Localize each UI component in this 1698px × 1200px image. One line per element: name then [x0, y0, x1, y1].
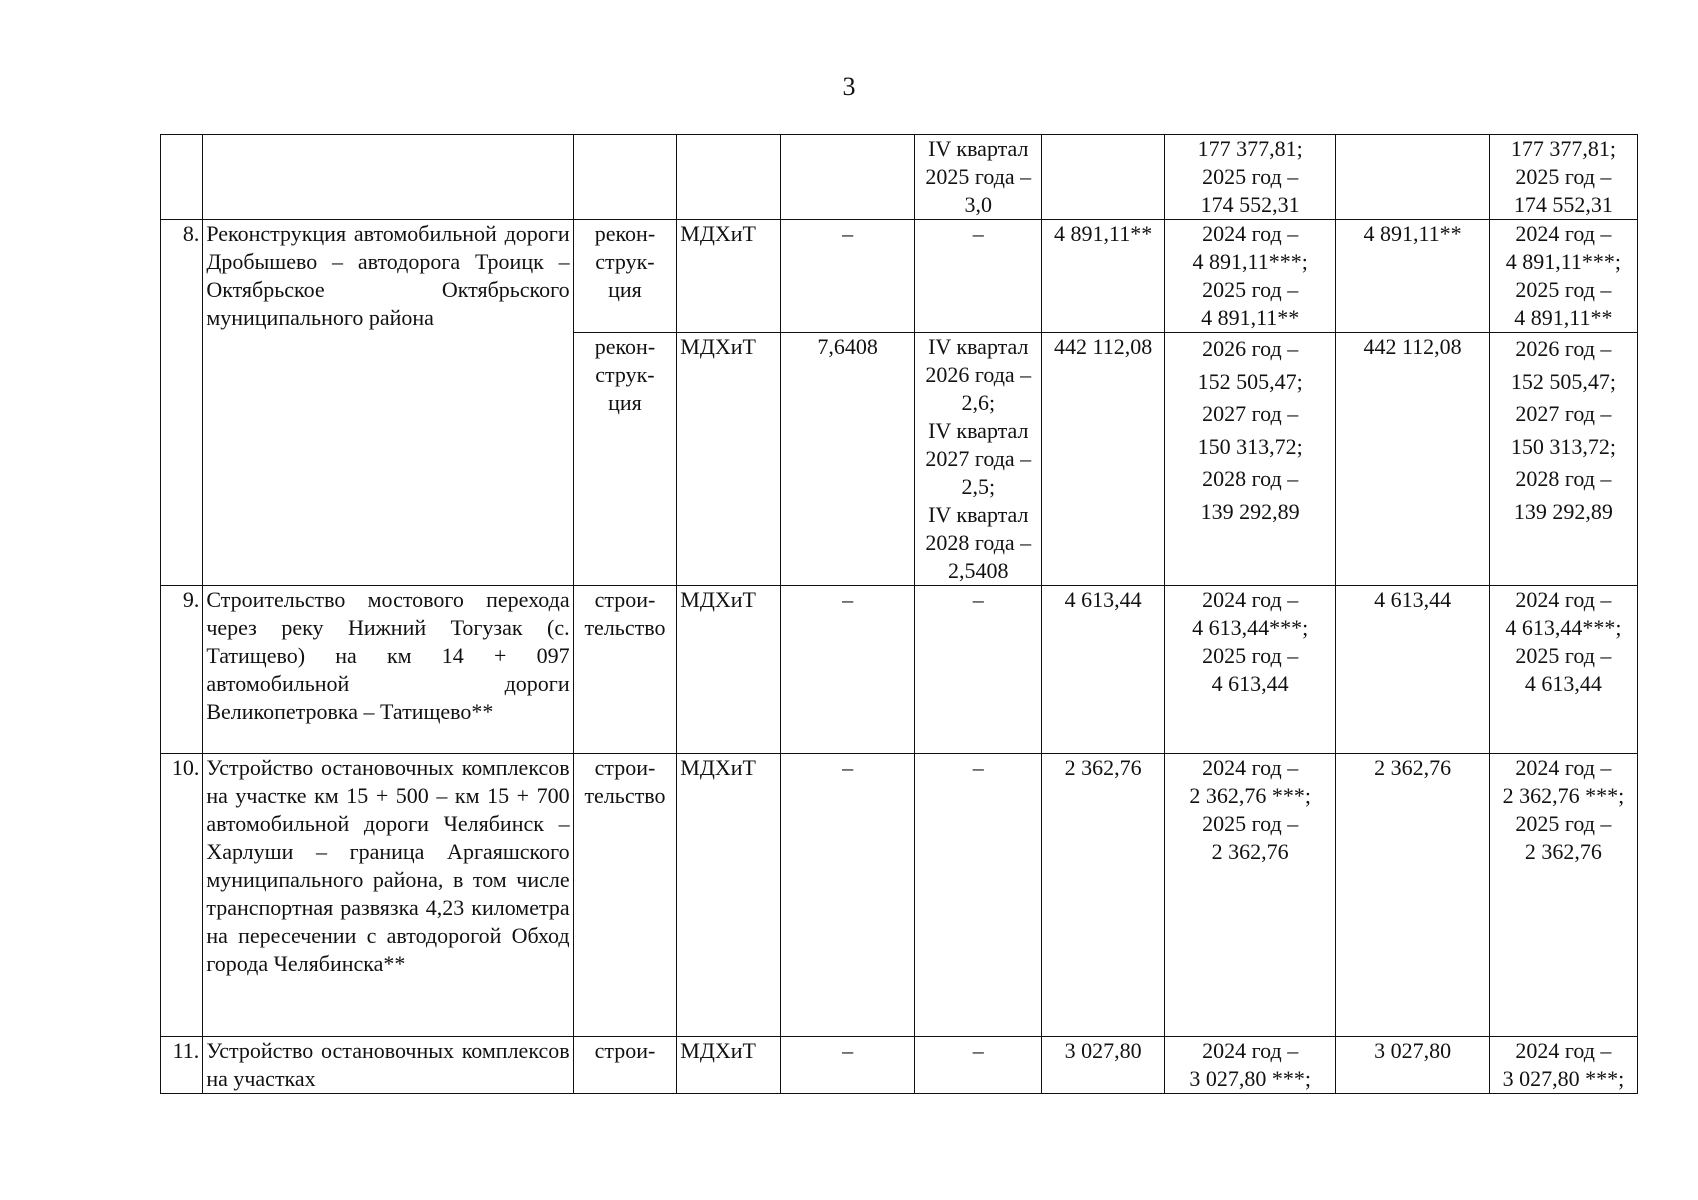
cell-years: 2026 год – 152 505,47; 2027 год – 150 313,72; 2028 год – 139 292,89	[1164, 333, 1335, 586]
cell-years: 2024 год – 4 891,11***; 2025 год – 4 891,11**	[1164, 220, 1335, 333]
cell-period: –	[915, 586, 1042, 754]
cell-total: 442 112,08	[1042, 333, 1165, 586]
cell-total: 4 891,11**	[1042, 220, 1165, 333]
cell-length: –	[780, 1037, 914, 1094]
cell-length	[780, 135, 914, 220]
table-row-continuation	[161, 135, 1638, 220]
cell-name: Реконструкция автомобильной дороги Дробышево – автодорога Троицк – Октябрьское Октябрьского муниципального района	[203, 220, 573, 586]
cell-num: 8.	[161, 220, 203, 586]
cell-total-2: 4 891,11**	[1336, 220, 1489, 333]
cell-organization: МДХиТ	[677, 220, 781, 333]
cell-period: –	[915, 754, 1042, 1037]
cell-total-2: 2 362,76	[1336, 754, 1489, 1037]
cell-years: 2024 год – 2 362,76 ***; 2025 год – 2 362,76	[1164, 754, 1335, 1037]
cell-years-2: 2024 год – 4 891,11***; 2025 год – 4 891,11**	[1489, 220, 1637, 333]
cell-name: Строительство мостового перехода через реку Нижний Тогузак (с. Татищево) на км 14 + 097 автомобильной дороги Великопетровка – Татищево**	[203, 586, 573, 754]
cell-years-2: 177 377,81; 2025 год – 174 552,31	[1489, 135, 1637, 220]
cell-num: 9.	[161, 586, 203, 754]
cell-length: 7,6408	[780, 333, 914, 586]
cell-years: 2024 год – 3 027,80 ***;	[1164, 1037, 1335, 1094]
cell-period: IV квартал 2026 года – 2,6; IV квартал 2027 года – 2,5; IV квартал 2028 года – 2,5408	[915, 333, 1042, 586]
cell-name	[203, 135, 573, 220]
cell-name: Устройство остановочных комплексов на участке км 15 + 500 – км 15 + 700 автомобильной дороги Челябинск – Харлуши – граница Аргаяшского муниципального района, в том числе транспортная развязка 4,23 километра на пересечении с автодорогой Обход города Челябинска**	[203, 754, 573, 1037]
table-row-8	[161, 220, 1638, 333]
cell-num: 11.	[161, 1037, 203, 1094]
table-row-9	[161, 586, 1638, 754]
cell-name: Устройство остановочных комплексов на участках	[203, 1037, 573, 1094]
cell-work-type: рекон- струк- ция	[573, 220, 677, 333]
cell-work-type: рекон- струк- ция	[573, 333, 677, 586]
cell-period: –	[915, 1037, 1042, 1094]
cell-work-type	[573, 135, 677, 220]
cell-organization: МДХиТ	[677, 586, 781, 754]
cell-num: 10.	[161, 754, 203, 1037]
cell-years-2: 2024 год – 3 027,80 ***;	[1489, 1037, 1637, 1094]
cell-total-2: 442 112,08	[1336, 333, 1489, 586]
table-row-11	[161, 1037, 1638, 1094]
cell-work-type: строи-	[573, 1037, 677, 1094]
cell-years-2: 2024 год – 2 362,76 ***; 2025 год – 2 362,76	[1489, 754, 1637, 1037]
page-number: 3	[842, 72, 856, 101]
investment-table	[160, 134, 1638, 1094]
cell-total: 3 027,80	[1042, 1037, 1165, 1094]
cell-length: –	[780, 754, 914, 1037]
cell-organization	[677, 135, 781, 220]
cell-years: 177 377,81; 2025 год – 174 552,31	[1164, 135, 1335, 220]
cell-total: 4 613,44	[1042, 586, 1165, 754]
cell-period: –	[915, 220, 1042, 333]
cell-total-2	[1336, 135, 1489, 220]
cell-years: 2024 год – 4 613,44***; 2025 год – 4 613,44	[1164, 586, 1335, 754]
cell-work-type: строи- тельство	[573, 586, 677, 754]
cell-length: –	[780, 220, 914, 333]
cell-organization: МДХиТ	[677, 1037, 781, 1094]
cell-total	[1042, 135, 1165, 220]
cell-organization: МДХиТ	[677, 333, 781, 586]
table-row-10	[161, 754, 1638, 1037]
cell-length: –	[780, 586, 914, 754]
cell-total: 2 362,76	[1042, 754, 1165, 1037]
cell-num	[161, 135, 203, 220]
cell-organization: МДХиТ	[677, 754, 781, 1037]
cell-years-2: 2024 год – 4 613,44***; 2025 год – 4 613,44	[1489, 586, 1637, 754]
cell-work-type: строи- тельство	[573, 754, 677, 1037]
cell-total-2: 4 613,44	[1336, 586, 1489, 754]
cell-total-2: 3 027,80	[1336, 1037, 1489, 1094]
cell-years-2: 2026 год – 152 505,47; 2027 год – 150 313,72; 2028 год – 139 292,89	[1489, 333, 1637, 586]
cell-period: IV квартал 2025 года – 3,0	[915, 135, 1042, 220]
